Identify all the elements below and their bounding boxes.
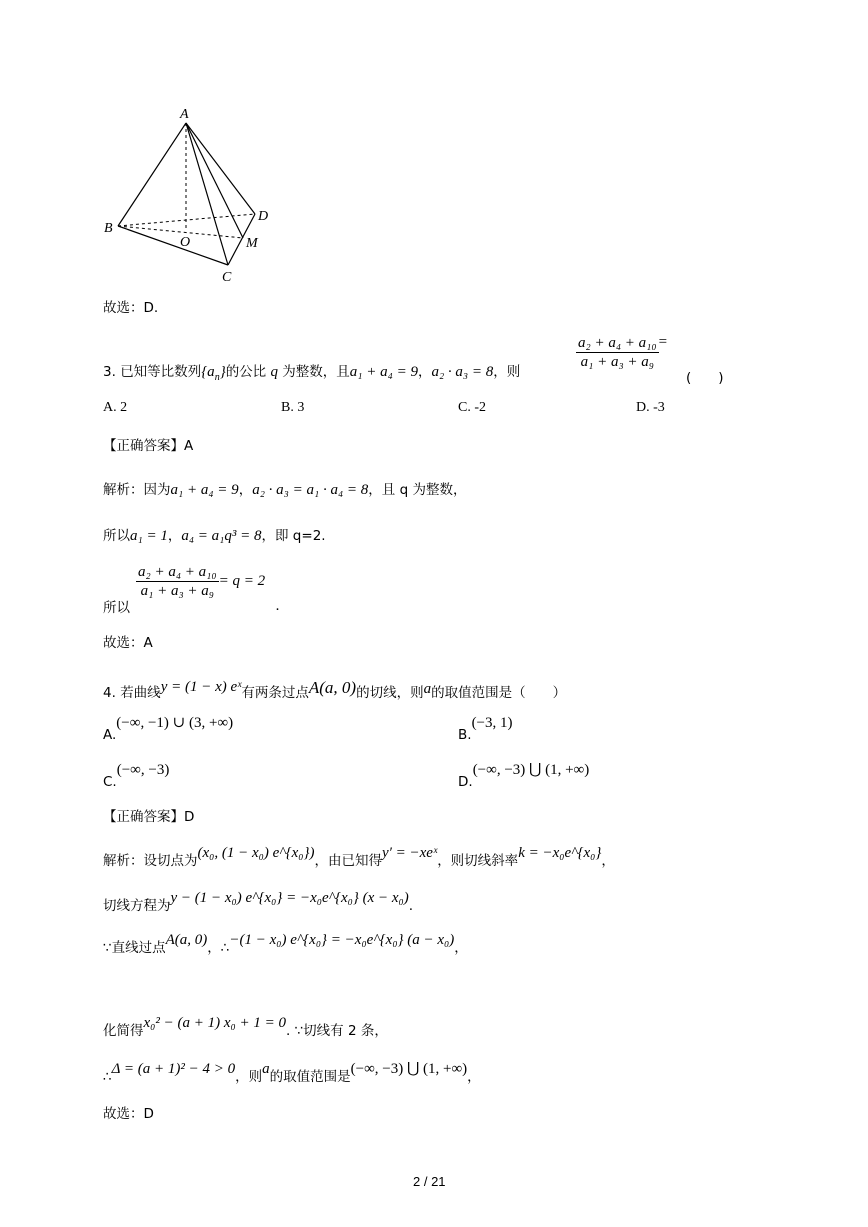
q3-comma: ， — [417, 364, 432, 380]
q4-number: 4. — [103, 685, 116, 701]
edge-BC — [118, 226, 228, 265]
q4-sol-line1 — [103, 844, 615, 870]
q4-answer: 【正确答案】D — [103, 809, 195, 825]
label-A: A — [180, 107, 189, 122]
q3-sol3-fraction — [136, 563, 265, 600]
q4-stem-mid: 有两条过点 — [241, 685, 309, 701]
q3-number: 3. — [103, 364, 116, 380]
q3-sol2-prefix: 所以 — [103, 528, 130, 544]
q3-sol1-comma: ， — [238, 482, 253, 498]
q4-s1-deriv: y′ = −xeˣ — [381, 845, 438, 861]
q3-stem-mid1: 的公比 — [225, 364, 267, 380]
q4-s1-point: (x₀, (1 − x₀) e^{x₀}) — [197, 845, 315, 861]
page-number: 2 / 21 — [413, 1174, 446, 1189]
q4-option-a: A.(−∞, −1) ∪ (3, +∞) — [103, 715, 234, 743]
q4-s4-suffix: . ∵切线有 2 条， — [285, 1023, 388, 1039]
q4-stem-mid2: 的切线，则 — [356, 685, 424, 701]
q4-stem — [103, 678, 566, 702]
q4-sol-line2 — [103, 889, 413, 915]
q3-q-var: q — [270, 364, 278, 380]
q3-option-b: B. 3 — [281, 400, 305, 415]
q3-sol1-cond2: a₂ · a₃ = a₁ · a₄ = 8 — [252, 482, 369, 498]
q3-fraction — [576, 334, 667, 371]
q4-s5-eq: Δ = (a + 1)² − 4 > 0 — [111, 1061, 236, 1077]
q4-option-c: C.(−∞, −3) — [103, 762, 170, 790]
q3-option-a: A. 2 — [103, 400, 128, 415]
q4-s1-end: ， — [601, 853, 615, 869]
q3-conclusion: 故选：A — [103, 635, 153, 651]
tetrahedron-figure — [95, 100, 285, 290]
q4-s5-a: a — [262, 1061, 270, 1077]
q3-frac-den: a₁ + a₃ + a₉ — [580, 354, 654, 370]
q3-eq: = — [658, 334, 668, 350]
q4-s2-prefix: 切线方程为 — [103, 898, 171, 914]
q3-stem-mid2: 为整数，且 — [282, 364, 350, 380]
q4-s4-prefix: 化简得 — [103, 1023, 144, 1039]
q3-sol-line2 — [103, 527, 326, 545]
q3-stem-prefix: 已知等比数列 — [120, 364, 202, 380]
q4-s3-mid: ，∴ — [207, 940, 230, 956]
q3-paren: ( ) — [686, 370, 724, 386]
q3-sol3-rhs: = q = 2 — [218, 573, 266, 589]
q3-answer: 【正确答案】A — [103, 438, 194, 454]
q4-s5-end: ， — [467, 1069, 481, 1085]
q4-option-b: B.(−3, 1) — [458, 715, 513, 743]
q3-sol1-prefix: 解析：因为 — [103, 482, 171, 498]
label-B: B — [104, 221, 113, 236]
q4-s2-eq: y − (1 − x₀) e^{x₀} = −x₀e^{x₀} (x − x₀) — [170, 890, 409, 906]
q4-stem-end: 的取值范围是（ ） — [431, 685, 567, 701]
q3-sol3-end: . — [276, 598, 280, 614]
q3-stem — [103, 363, 520, 387]
label-D: D — [258, 209, 269, 224]
q3-option-c: C. -2 — [458, 400, 486, 415]
q3-cond2: a₂ · a₃ = 8 — [431, 364, 494, 380]
q4-s4-eq: x₀² − (a + 1) x₀ + 1 = 0 — [143, 1015, 286, 1031]
q3-sol-line1 — [103, 481, 466, 499]
label-C: C — [222, 270, 232, 285]
q3-sol2-a4: a₄ = a₁q³ = 8 — [181, 528, 262, 544]
q4-s5-range: (−∞, −3) ⋃ (1, +∞) — [350, 1061, 468, 1077]
edge-AB — [118, 123, 186, 226]
q4-s1-prefix: 解析：设切点为 — [103, 853, 198, 869]
q3-sol2-a1: a₁ = 1 — [130, 528, 168, 544]
q4-s5-mid: ，则 — [235, 1069, 263, 1085]
q4-s1-mid2: ，则切线斜率 — [437, 853, 519, 869]
q3-sol2-comma: ， — [167, 528, 182, 544]
q4-s2-end: . — [408, 898, 414, 914]
q3-sol3-prefix: 所以 — [103, 600, 130, 616]
q3-frac-num: a₂ + a₄ + a₁₀ — [578, 335, 657, 351]
label-O: O — [180, 235, 191, 250]
q3-sol1-suffix: ，且 q 为整数， — [368, 482, 467, 498]
q4-conclusion: 故选：D — [103, 1106, 154, 1122]
q3-sol1-cond1: a₁ + a₄ = 9 — [170, 482, 239, 498]
q4-s3-point: A(a, 0) — [165, 932, 208, 948]
q4-stem-prefix: 若曲线 — [120, 685, 161, 701]
q3-sol3-den: a₁ + a₃ + a₉ — [140, 583, 214, 599]
q3-stem-then: ，则 — [493, 364, 521, 380]
q4-s3-end: ， — [454, 940, 468, 956]
q4-s5-prefix: ∴ — [103, 1069, 112, 1085]
q4-point: A(a, 0) — [308, 678, 357, 697]
q3-option-d: D. -3 — [636, 400, 665, 415]
q3-seq: $\{a_n\}$ — [201, 364, 226, 383]
q3-cond1: a₁ + a₄ = 9 — [349, 364, 418, 380]
q4-option-d: D.(−∞, −3) ⋃ (1, +∞) — [458, 762, 590, 790]
q4-curve: y = (1 − x) eˣ — [160, 679, 242, 695]
edge-AD — [186, 123, 255, 214]
q4-a-var: a — [423, 681, 432, 697]
q4-s1-slope: k = −x₀e^{x₀} — [518, 845, 602, 861]
q4-sol-line4 — [103, 1014, 388, 1040]
q3-sol3-num: a₂ + a₄ + a₁₀ — [138, 564, 217, 580]
q2-conclusion: 故选：D. — [103, 300, 159, 316]
q3-sol2-suffix: ，即 q=2. — [261, 528, 326, 544]
q4-s1-mid: ，由已知得 — [314, 853, 382, 869]
label-M: M — [246, 236, 258, 251]
q4-sol-line3 — [103, 931, 468, 957]
q4-s5-mid2: 的取值范围是 — [269, 1069, 351, 1085]
q4-s3-prefix: ∵直线过点 — [103, 940, 166, 956]
q4-s3-eq: −(1 − x₀) e^{x₀} = −x₀e^{x₀} (a − x₀) — [229, 932, 455, 948]
q4-sol-line5 — [103, 1060, 481, 1086]
